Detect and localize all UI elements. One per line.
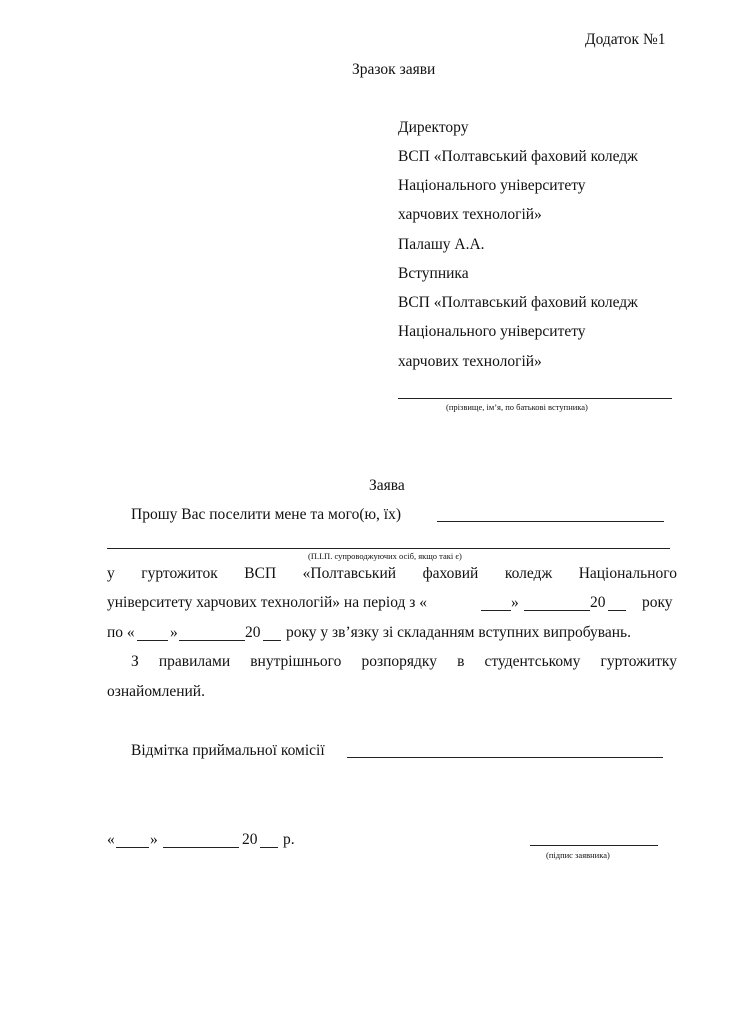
addressee-line: ВСП «Полтавський фаховий коледж: [398, 294, 638, 311]
word: З: [131, 653, 139, 670]
word: в: [457, 653, 465, 670]
date-quote-open: «: [107, 831, 115, 848]
statement-line-1: Прошу Вас поселити мене та мого(ю, їх): [131, 506, 402, 523]
date-day-blank[interactable]: [116, 847, 149, 848]
appendix-label: Додаток №1: [585, 31, 666, 48]
year-prefix: 20: [590, 594, 606, 611]
end-year-blank[interactable]: [263, 640, 281, 641]
word: Національного: [578, 565, 677, 582]
statement-line-5: [131, 653, 677, 671]
date-year-prefix: 20: [242, 831, 258, 848]
end-month-blank[interactable]: [179, 640, 245, 641]
addressee-line: Вступника: [398, 265, 469, 282]
commission-line[interactable]: [347, 757, 663, 758]
statement-line-3: [107, 594, 679, 614]
statement-line-6: ознайомлений.: [107, 683, 205, 700]
addressee-line: Директору: [398, 119, 469, 136]
addressee-line: ВСП «Полтавський фаховий коледж: [398, 148, 638, 165]
date-month-blank[interactable]: [163, 847, 239, 848]
statement-line-4: [107, 624, 679, 644]
addressee-line: Національного університету: [398, 323, 586, 340]
word: фаховий: [422, 565, 479, 582]
companions-line-2[interactable]: [107, 548, 670, 549]
start-month-blank[interactable]: [524, 610, 590, 611]
commission-label: Відмітка приймальної комісії: [131, 742, 325, 759]
quote-close: »: [511, 594, 519, 611]
year-word: року: [642, 594, 673, 611]
addressee-line: Національного університету: [398, 177, 586, 194]
companions-line[interactable]: [437, 521, 664, 522]
signature-caption: (підпис заявника): [546, 850, 610, 860]
line3-text: університету харчових технологій» на період з «: [107, 594, 428, 611]
companions-caption: (П.І.П. супроводжуючих осіб, якщо такі є): [308, 551, 462, 561]
date-year-blank[interactable]: [260, 847, 278, 848]
line4-text: по «: [107, 624, 135, 641]
line4-rest: року у зв’язку зі складанням вступних випробувань.: [286, 624, 631, 641]
applicant-name-caption: (прізвище, ім’я, по батькові вступника): [446, 402, 588, 412]
word: студентському: [484, 653, 581, 670]
statement-title: Заява: [369, 477, 405, 494]
statement-line-2: [107, 565, 677, 583]
word: правилами: [158, 653, 231, 670]
word: гуртожитку: [600, 653, 677, 670]
signature-line[interactable]: [530, 845, 658, 846]
start-day-blank[interactable]: [481, 610, 511, 611]
start-year-blank[interactable]: [608, 610, 626, 611]
applicant-name-line[interactable]: [398, 398, 672, 399]
end-day-blank[interactable]: [137, 640, 168, 641]
word: розпорядку: [361, 653, 437, 670]
year-prefix: 20: [245, 624, 261, 641]
word: ВСП: [244, 565, 277, 582]
word: гуртожиток: [141, 565, 218, 582]
addressee-line: харчових технологій»: [398, 206, 542, 223]
addressee-line: Палашу А.А.: [398, 236, 485, 253]
word: у: [107, 565, 115, 582]
date-quote-close: »: [150, 831, 158, 848]
word: «Полтавський: [302, 565, 397, 582]
quote-close: »: [170, 624, 178, 641]
addressee-line: харчових технологій»: [398, 353, 542, 370]
word: внутрішнього: [250, 653, 342, 670]
date-year-suffix: р.: [283, 831, 295, 848]
word: коледж: [504, 565, 553, 582]
sample-title: Зразок заяви: [352, 61, 436, 78]
date-field: [107, 831, 307, 851]
